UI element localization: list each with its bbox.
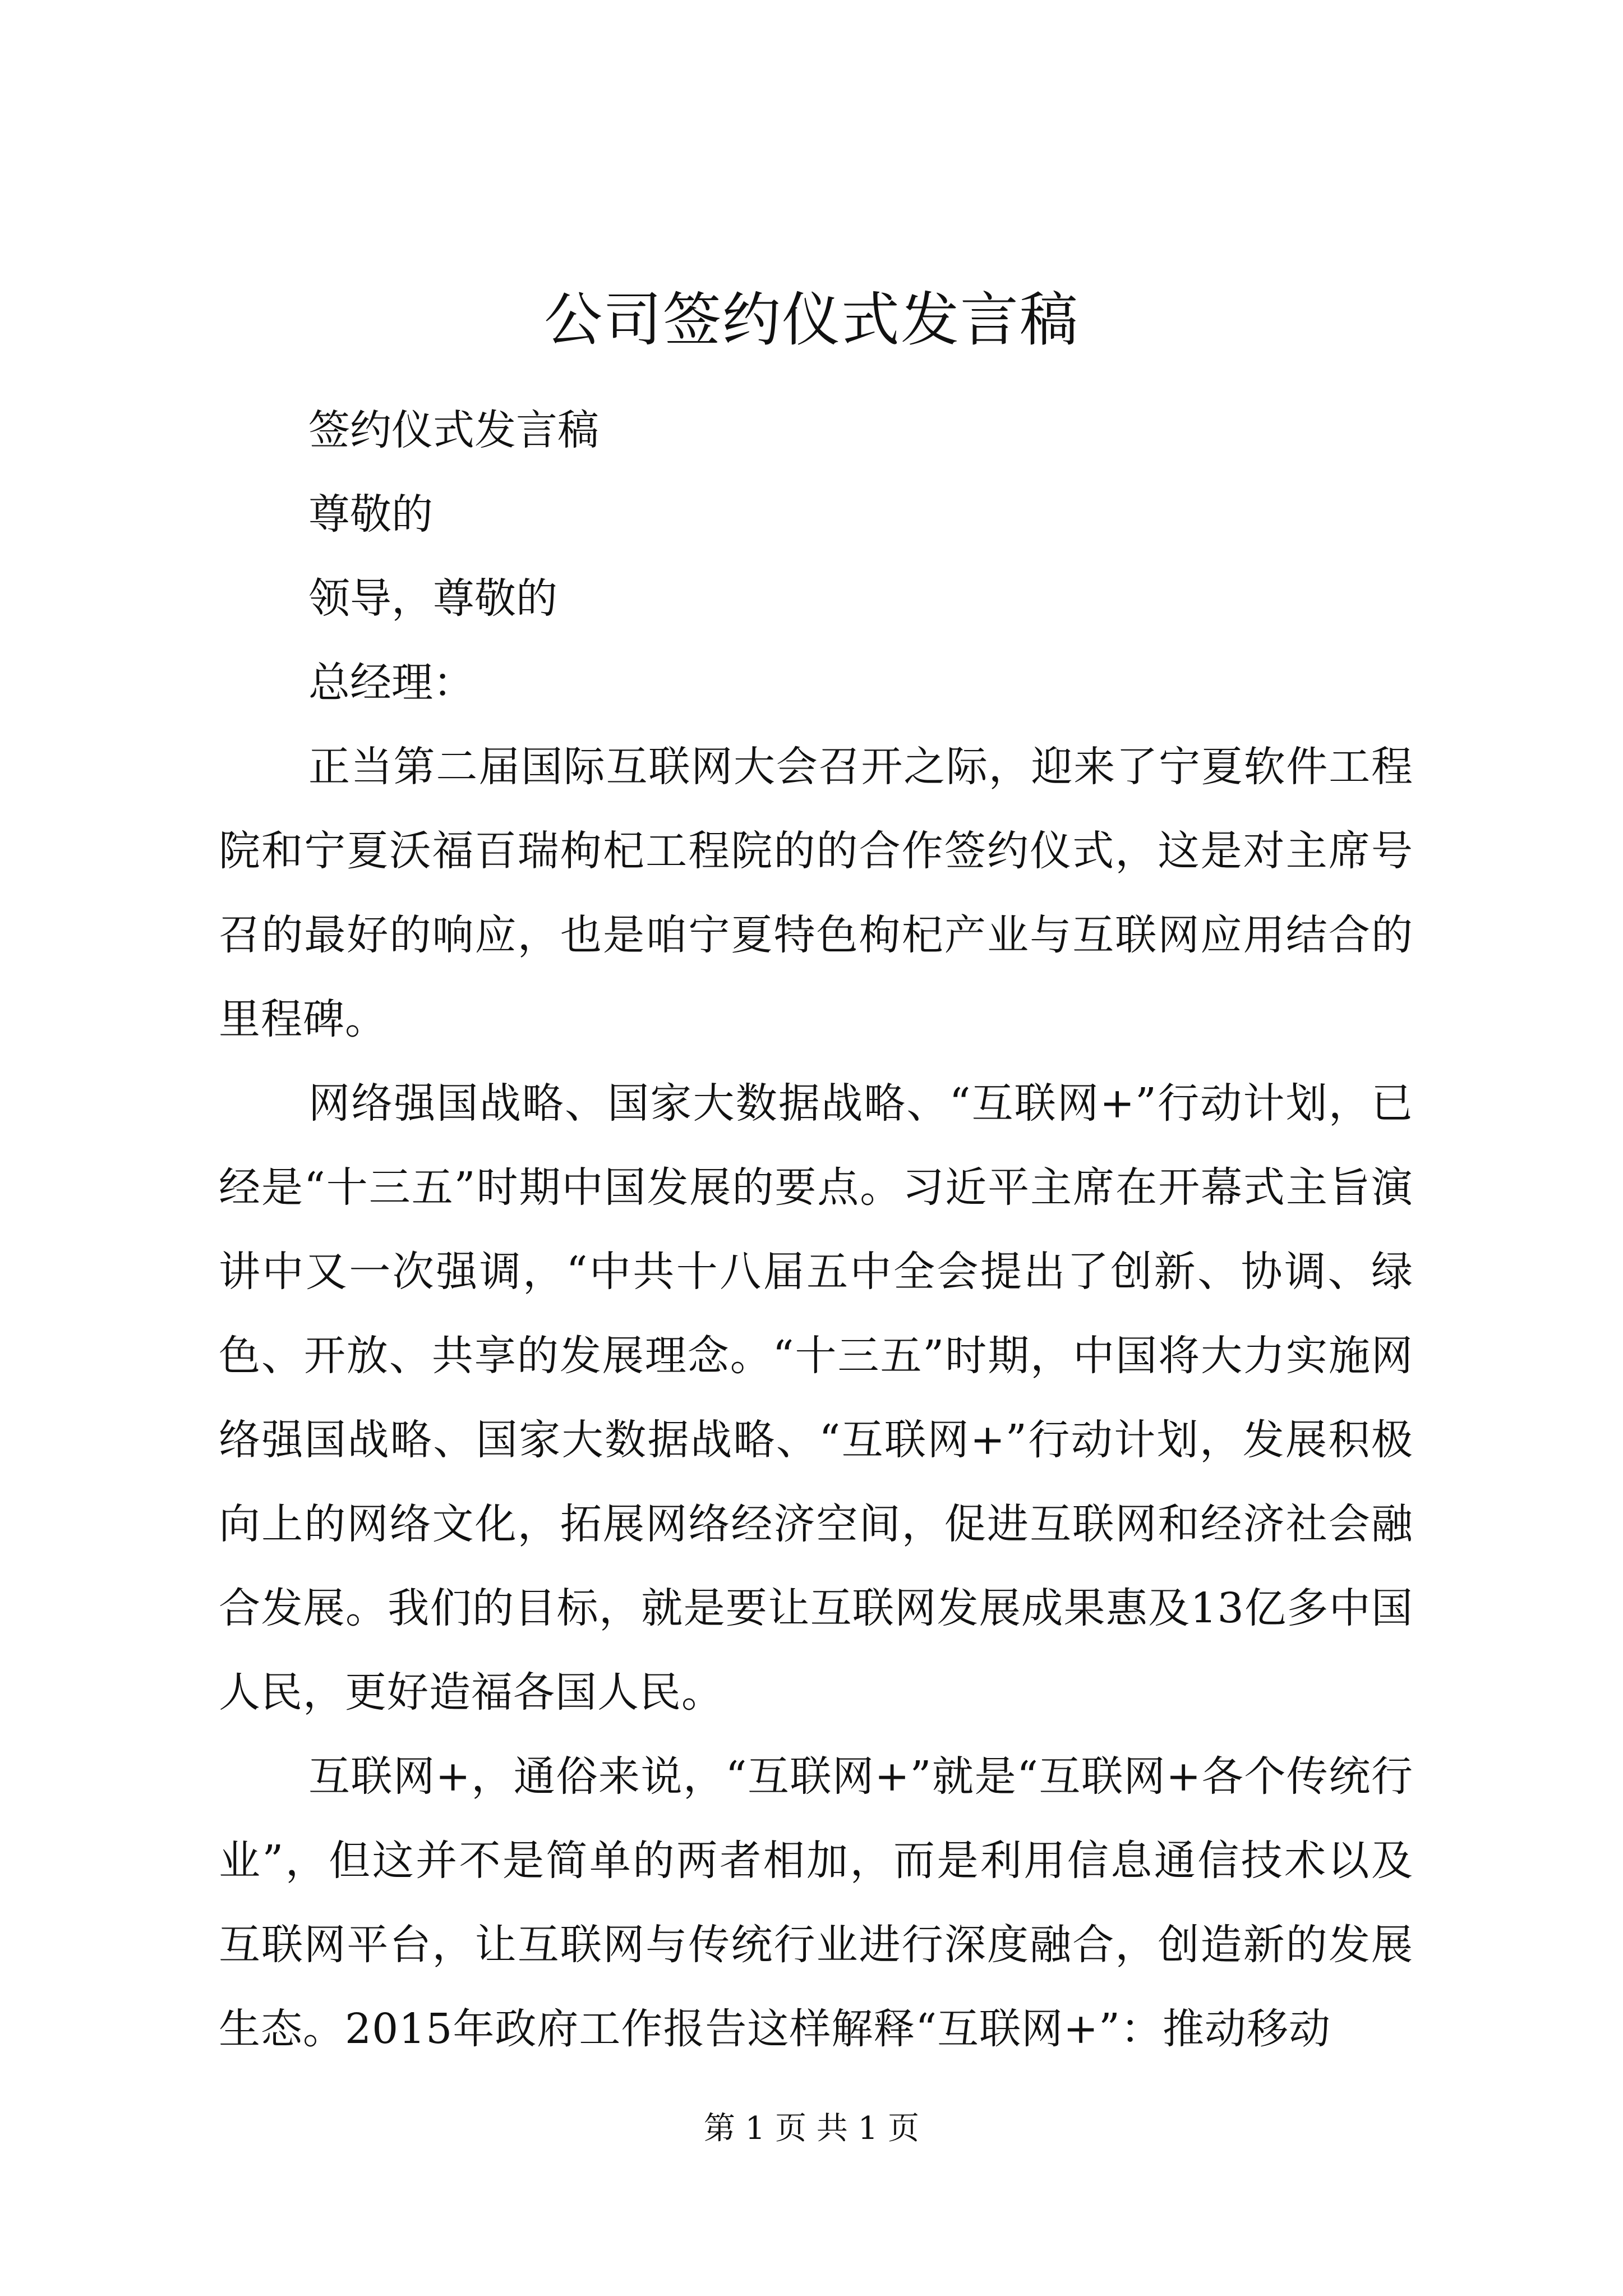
- paragraph-2: 网络强国战略、国家大数据战略、“互联网+”行动计划，已经是“十三五”时期中国发展的要点。习近平主席在开幕式主旨演讲中又一次强调，“中共十八届五中全会提出了创新、协调、绿色、开放、共享的发展理念。“十三五”时期，中国将大力实施网络强国战略、国家大数据战略、“互联网+”行动计划，发展积极向上的网络文化，拓展网络经济空间，促进互联网和经济社会融合发展。我们的目标，就是要让互联网发展成果惠及13亿多中国人民，更好造福各国人民。: [219, 1079, 1413, 1717]
- subtitle-line: 签约仪式发言稿: [308, 406, 599, 454]
- salutation-line-3: 总经理：: [308, 659, 474, 707]
- salutation-line-2: 领导，尊敬的: [308, 574, 557, 623]
- document-body: [219, 388, 1413, 2071]
- paragraph-1: 正当第二届国际互联网大会召开之际，迎来了宁夏软件工程院和宁夏沃福百瑞枸杞工程院的的合作签约仪式，这是对主席号召的最好的响应，也是咱宁夏特色枸杞产业与互联网应用结合的里程碑。: [219, 743, 1413, 1043]
- page-footer: 第 1 页 共 1 页: [703, 2110, 920, 2147]
- document-title: 公司签约仪式发言稿: [543, 286, 1079, 354]
- paragraph-3: 互联网+，通俗来说，“互联网+”就是“互联网+各个传统行业”，但这并不是简单的两者相加，而是利用信息通信技术以及互联网平台，让互联网与传统行业进行深度融合，创造新的发展生态。2015年政府工作报告这样解释“互联网+”：推动移动: [219, 1752, 1413, 2053]
- salutation-line-1: 尊敬的: [308, 490, 433, 539]
